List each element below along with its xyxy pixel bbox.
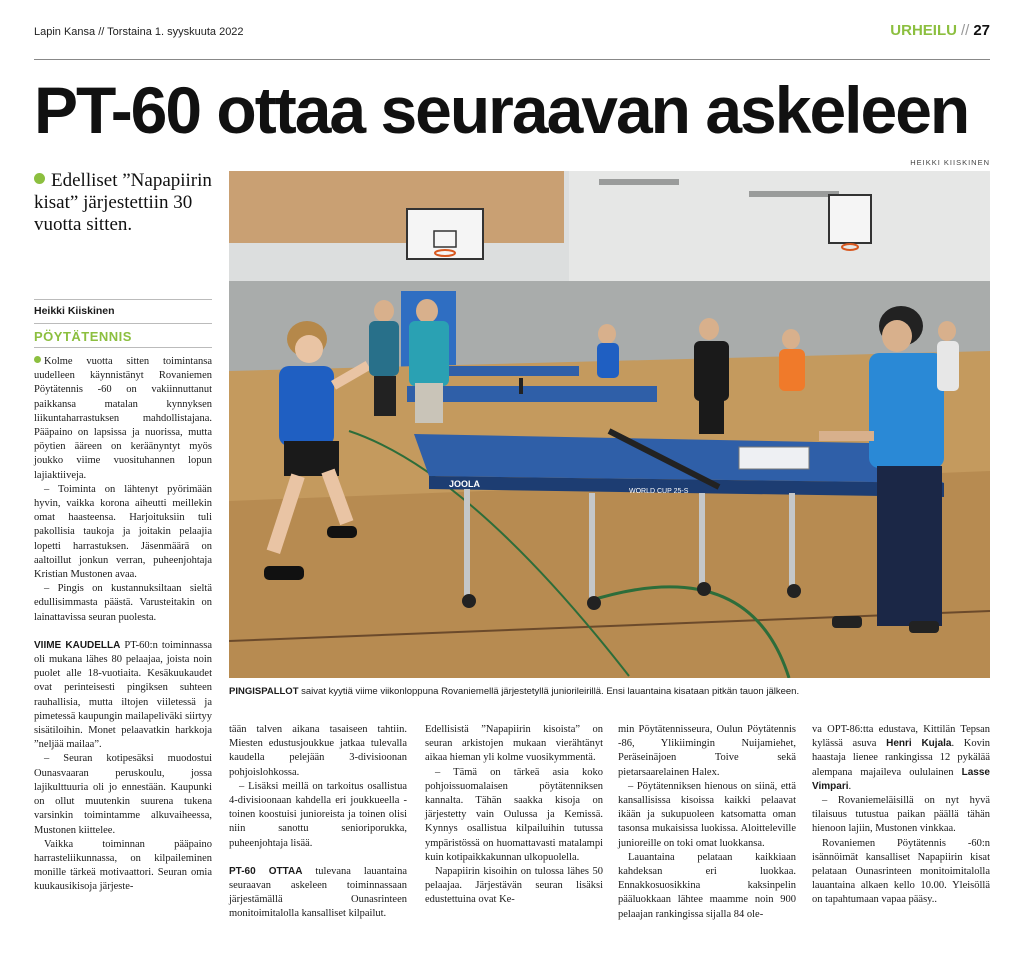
person-name: Henri Kujala	[886, 738, 952, 750]
caption-text: saivat kyytiä viime viikonloppuna Rovaniemellä järjestetyllä juniorileirillä. Ensi lauantaina kisataan pitkän tauon jälkeen.	[298, 686, 800, 697]
paragraph: Lauantaina pelataan kaikkiaan kahdeksan eri luokkaa. Ennakkosuosikkina kaksinpelin pääluokkaan lähtee maamme noin 900 pelaajan rankingissa sijalla 84 ole-	[618, 851, 796, 920]
page-number: 27	[973, 22, 990, 39]
column-5	[812, 723, 990, 908]
kicker: PÖYTÄTENNIS	[34, 329, 132, 344]
column-4	[618, 723, 796, 922]
paragraph: VIIME KAUDELLA PT-60:n toiminnassa oli mukana lähes 80 pelaajaa, joista noin puolet alle 18-vuotiaita. Kesäkuukaudet ovat perinteisesti pingiksen suhteen rauhallisia, mutta iltojen viiletessä ja pimetessä kaupungin mailapeliväki siirtyy sisätiloihin. Monet pelaavatkin harkkoja ”neljää mailaa”.	[34, 639, 212, 751]
table-model-text: WORLD CUP 25-S	[629, 488, 689, 495]
paragraph: – Lisäksi meillä on tarkoitus osallistua 4-divisioonaan kahdella eri joukkueella - toinen koostuisi junioreista ja toinen olisi niin sanottu senioriporukka, puheenjohtaja lisää.	[229, 780, 407, 849]
paragraph: – Toiminta on lähtenyt pyörimään hyvin, vaikka korona aiheutti meillekin omat haasteensa. Harjoituksiin tuli pakollisia taukoja ja joitakin pelaajia lopetti harrastuksen. Jäsenmäärä on aaltoillut jonkun verran, puheenjohtaja Kristian Mustonen avaa.	[34, 483, 212, 581]
paragraph: Kolme vuotta sitten toimintansa uudelleen käynnistänyt Rovaniemen Pöytätennis -60 on vakiinnuttanut paikkansa matalan kynnyksen liikuntaharrastuksen mahdollistajana. Pääpaino on lapsissa ja nuorissa, mutta pöytien ääreen on keräänyntyt myös joukko viime vuosituhannen lopun lajiaktiiveja.	[34, 356, 212, 481]
lead	[34, 170, 214, 236]
paper-date: Lapin Kansa // Torstaina 1. syyskuuta 2022	[34, 26, 244, 38]
paragraph: – Pingis on kustannuksiltaan sieltä edullisimmasta päästä. Varusteitakin on lainattavissa seuran puolesta.	[34, 583, 212, 623]
paragraph: Edellisistä ”Napapiirin kisoista” on seuran arkistojen mukaan vierähtänyt aikaa hieman yli kolme vuosikymmentä.	[425, 724, 603, 764]
headline: PT-60 ottaa seuraavan askeleen	[34, 73, 969, 147]
paragraph: min Pöytätennisseura, Oulun Pöytätennis -86, Ylikiimingin Nuijamiehet, Peräseinäjoen Toive sekä pietarsaarelainen Halex.	[618, 724, 796, 778]
column-3	[425, 723, 603, 908]
byline: Heikki Kiiskinen	[34, 305, 115, 317]
paragraph: va OPT-86:tta edustava, Kittilän Tepsan kylässä asuva Henri Kujala. Kovin haastaja lienee rankingissa 12 pykälää alempana majaileva oululainen Lasse Vimpari.	[812, 724, 990, 792]
paragraph: Napapiirin kisoihin on tulossa lähes 50 pelaajaa. Järjestävän seuran lisäksi edustettuina ovat Ke-	[425, 866, 603, 906]
paragraph: – Tämä on tärkeä asia koko pohjoissuomalaisen pöytätenniksen kannalta. Tähän saakka kisoja on järjestetty vain Oulussa ja Kemissä. Kynnys osallistua kilpailuihin tutussa ympäristössä on huomattavasti matalampi kuin kotipaikkakunnan ulkopuolella.	[425, 766, 603, 863]
person-name: Lasse Vimpari	[812, 766, 990, 792]
page-header	[34, 22, 990, 46]
sports-hall-illustration	[229, 171, 990, 678]
divider	[34, 323, 212, 324]
paragraph: tään talven aikana tasaiseen tahtiin. Miesten edustusjoukkue jatkaa tulevalla kaudella pelejään 3-divisioonan pohjoislohkossa.	[229, 724, 407, 778]
photo-credit: HEIKKI KIISKINEN	[910, 158, 990, 167]
divider	[34, 299, 212, 300]
bullet-dot-icon	[34, 173, 45, 184]
column-1	[34, 355, 212, 895]
paragraph: – Seuran kotipesäksi muodostui Ounasvaaran peruskoulu, jossa lajikulttuuria oli jo ennestään. Kaupunki on ollut muutenkin suurena tukena varsinkin toimintamme alkuvaiheessa, Mustonen kiittelee.	[34, 753, 212, 836]
header-rule	[34, 59, 990, 60]
paragraph: Rovaniemen Pöytätennis -60:n isännöimät kansalliset Napapiirin kisat pelataan Ounasrinteen monitoimitalolla lauantaina alkaen kello 10.00. Yleisöllä on tapahtumaan vapaa pääsy..	[812, 837, 990, 906]
photo-caption	[229, 685, 990, 698]
caption-lead: PINGISPALLOT	[229, 686, 299, 697]
column-2	[229, 723, 407, 922]
divider	[34, 347, 212, 348]
section-separator: //	[960, 22, 970, 39]
lead-text: Edelliset ”Napapiirin kisat” järjestettiin 30 vuotta sitten.	[34, 170, 212, 235]
paragraph: Vaikka toiminnan pääpaino harrasteliikunnassa, on kilpaileminen monille tärkeä motivaattori. Seuran omia kuukausikisoja järjeste-	[34, 838, 212, 893]
bullet-dot-icon	[34, 356, 41, 363]
article-photo	[229, 171, 990, 678]
section-name: URHEILU	[890, 22, 957, 39]
table-brand-text: JOOLA	[449, 479, 481, 489]
paragraph: PT-60 OTTAA tulevana lauantaina seuraavan askeleen toiminnassaan järjestämällä Ounasrinteen monitoimitalolla kansalliset kilpailut.	[229, 865, 407, 920]
paragraph: – Rovaniemeläisillä on nyt hyvä tilaisuus tutustua paikan päällä tähän hienoon lajiin, Mustonen vinkkaa.	[812, 795, 990, 835]
section-tag	[890, 22, 990, 39]
paragraph: – Pöytätenniksen hienous on siinä, että kansallisissa kisoissa kaikki pelaavat ikään ja sukupuoleen katsomatta oman tasonsa mukaisissa luokissa. Aloitteleville junioreille on toki omat luokkansa.	[618, 780, 796, 849]
